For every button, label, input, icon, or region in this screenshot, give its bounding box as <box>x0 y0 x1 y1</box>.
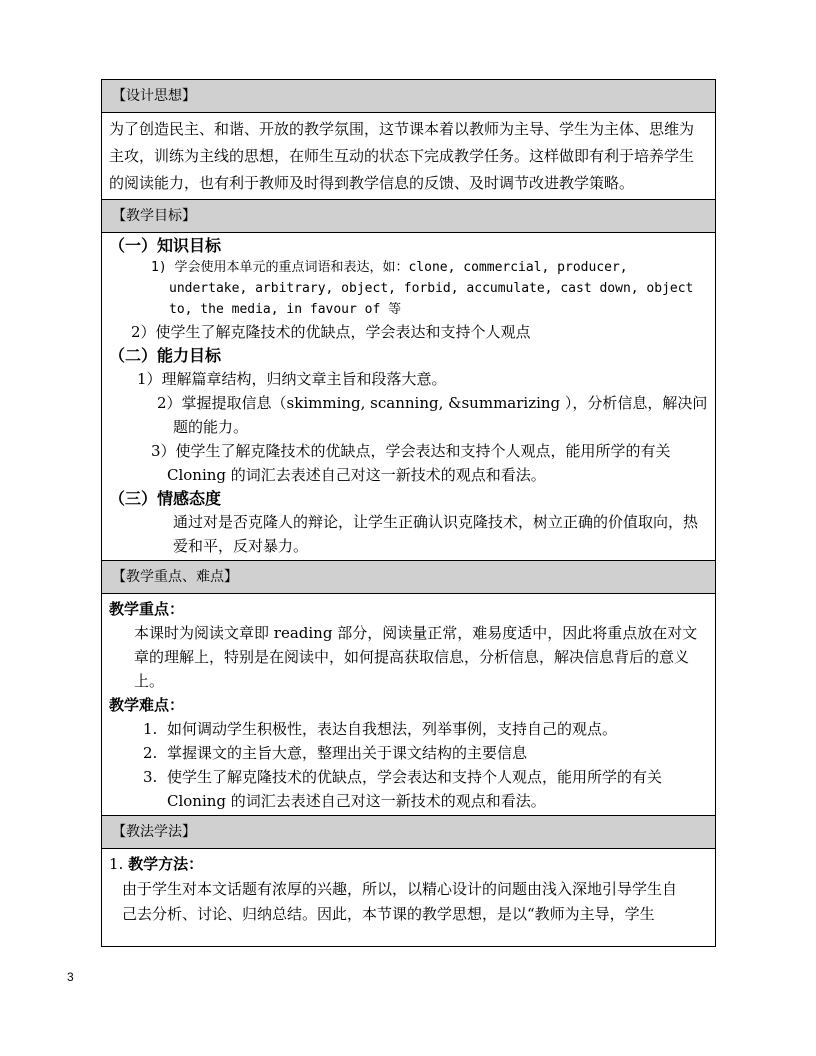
difficult-item <box>143 717 708 741</box>
ability-title: （二）能力目标 <box>109 346 222 365</box>
page-number: 3 <box>67 970 74 984</box>
design-cell <box>102 113 716 200</box>
method-item-label: 教学方法： <box>128 855 204 873</box>
method-item-number: 1. <box>109 855 124 873</box>
key-points-body: 本课时为阅读文章即 reading 部分，阅读量正常，难易度适中，因此将重点放在对文章的理解上，特别是在阅读中，如何提高获取信息，分析信息，解决信息背后的意义上。 <box>134 624 698 690</box>
attitude-body: 通过对是否克隆人的辩论，让学生正确认识克隆技术，树立正确的价值取向，热爱和平，反对暴力。 <box>173 513 699 555</box>
difficult-item-number: 1. <box>143 720 158 738</box>
knowledge-item-2: 2）使学生了解克隆技术的优缺点，学会表达和支持个人观点 <box>131 323 531 341</box>
key-points-title: 教学重点： <box>109 600 185 618</box>
difficult-item <box>143 741 708 765</box>
focus-header: 【教学重点、难点】 <box>102 561 716 594</box>
difficult-item-number: 3. <box>143 768 158 786</box>
objectives-cell <box>102 233 716 561</box>
difficult-item-text: 如何调动学生积极性，表达自我想法，列举事例，支持自己的观点。 <box>167 720 618 738</box>
lesson-plan-table <box>101 79 716 947</box>
knowledge-title: （一）知识目标 <box>109 236 222 255</box>
method-header: 【教法学法】 <box>102 816 716 849</box>
difficult-points-title: 教学难点： <box>109 696 185 714</box>
difficult-item-number: 2. <box>143 744 158 762</box>
difficult-item-text: 掌握课文的主旨大意，整理出关于课文结构的主要信息 <box>167 744 528 762</box>
objectives-header: 【教学目标】 <box>102 200 716 233</box>
design-body: 为了创造民主、和谐、开放的教学氛围，这节课本着以教师为主导、学生为主体、思维为主攻，训练为主线的思想，在师生互动的状态下完成教学任务。这样做即有利于培养学生的阅读能力，也有利于教师及时得到教学信息的反馈、及时调节改进教学策略。 <box>109 120 695 192</box>
difficult-item-text: 使学生了解克隆技术的优缺点，学会表达和支持个人观点，能用所学的有关 Cloning 的词汇去表述自己对这一新技术的观点和看法。 <box>167 768 663 810</box>
method-cell <box>102 849 716 947</box>
difficult-item <box>143 765 708 813</box>
ability-item-3: 3）使学生了解克隆技术的优缺点，学会表达和支持个人观点，能用所学的有关 Cloning 的词汇去表述自己对这一新技术的观点和看法。 <box>151 442 671 484</box>
attitude-title: （三）情感态度 <box>109 489 222 508</box>
method-body-line-1: 由于学生对本文话题有浓厚的兴趣，所以，以精心设计的问题由浅入深地引导学生自 <box>122 880 678 898</box>
design-header: 【设计思想】 <box>102 80 716 113</box>
knowledge-item-1: 1) 学会使用本单元的重点词语和表达，如：clone, commercial, producer, undertake, arbitrary, object, forbid, accumulate, cast down, object to, the media, in favour of 等 <box>151 260 694 317</box>
focus-cell <box>102 594 716 816</box>
ability-item-1: 1）理解篇章结构，归纳文章主旨和段落大意。 <box>137 370 447 388</box>
method-item-title <box>109 852 708 877</box>
method-body-line-2: 己去分析、讨论、归纳总结。因此，本节课的教学思想，是以“教师为主导，学生 <box>122 905 655 923</box>
ability-item-2: 2）掌握提取信息（skimming, scanning, &summarizing ），分析信息，解决问题的能力。 <box>157 394 708 436</box>
difficult-list <box>109 717 708 813</box>
